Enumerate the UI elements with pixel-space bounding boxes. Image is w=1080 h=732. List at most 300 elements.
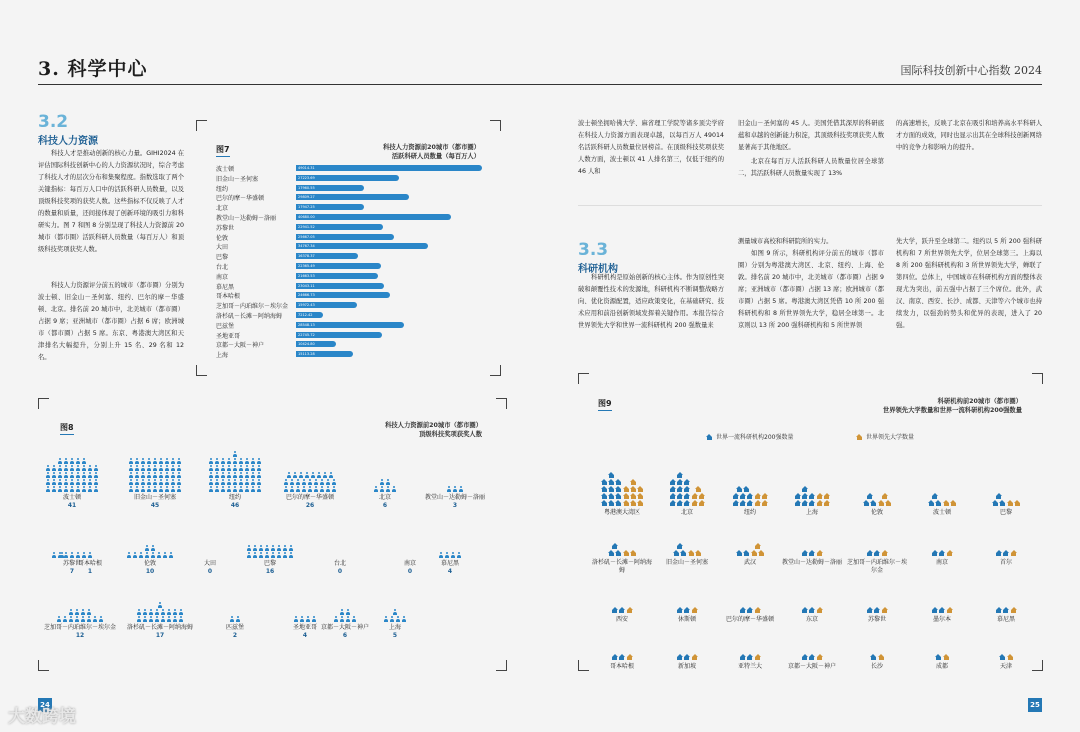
person-icon xyxy=(245,479,250,485)
frame-corner xyxy=(496,660,507,671)
person-icon xyxy=(153,472,158,478)
university-icon xyxy=(755,654,761,660)
institution-icon xyxy=(802,500,808,506)
bar-label: 巴黎 xyxy=(216,254,229,262)
figure-title xyxy=(300,143,480,161)
icon-row xyxy=(692,607,698,613)
person-icon xyxy=(169,552,174,558)
person-icon xyxy=(129,465,134,471)
person-icon xyxy=(352,616,357,622)
frame-corner xyxy=(38,660,49,671)
section-paragraph: 科技人力资源评分前五的城市（都市圈）分别为波士顿、旧金山－圣何塞、纽约、巴尔的摩－华盛顿、北京。排名前 20 城市中，北美城市（都市圈）占据 9 席；亚洲城市（都市圈）占据 6 席；欧洲城市（都市圈）占据 5 席。东京、粤港澳大湾区和天津排名大幅提升，分别上升 15 名、29 名和 12 名。 xyxy=(38,282,184,361)
person-icon xyxy=(257,465,262,471)
bar xyxy=(296,185,364,191)
person-icon xyxy=(69,609,74,615)
people-icon-group xyxy=(246,518,294,558)
person-icon xyxy=(159,458,164,464)
section-paragraph: 科技人才是推动创新的核心力量。GIHI2024 在评估国际科技创新中心的人力资源状况时，综合考虑了科技人才的层次分布和集聚程度。指数选取了两个关键指标：每百万人口中的活跃科研人员数量，以及顶级科技奖项的获奖人数。这些指标不仅反映了人才的数量和质量，还间接体现了创新环境的吸引力和科研实力。图 7 和图 8 分别呈现了科技人力资源前 20 城市（都市圈）活跃科研人员数量（每百万人）和顶级科技奖项获奖人数。 xyxy=(38,150,184,253)
city-label xyxy=(195,624,275,640)
icon-row xyxy=(751,550,764,556)
city-label xyxy=(355,624,435,640)
section-paragraph: 测量城市高校和科研院所的实力。 xyxy=(738,238,833,245)
frame-corner xyxy=(196,365,207,376)
icon-row xyxy=(601,479,621,485)
icon-stack xyxy=(992,492,1005,506)
building-icon-group xyxy=(598,510,646,556)
person-icon xyxy=(215,465,220,471)
bar-label: 北京 xyxy=(216,205,229,213)
bar-value-label: 28548.13 xyxy=(298,322,315,327)
person-icon xyxy=(215,458,220,464)
person-icon xyxy=(52,479,57,485)
person-icon xyxy=(46,486,51,492)
person-icon xyxy=(233,486,238,492)
figure-title-line: 世界领先大学数量和世界一流科研机构200强数量 xyxy=(882,407,1022,414)
icon-stack xyxy=(688,549,701,556)
city-label: 武汉 xyxy=(743,559,756,566)
icon-stack xyxy=(623,478,643,506)
building-icon-group xyxy=(788,510,836,556)
city-label xyxy=(115,494,195,510)
person-icon xyxy=(239,458,244,464)
icon-row xyxy=(612,543,618,549)
person-icon xyxy=(329,472,334,478)
bar-value-label: 10424.80 xyxy=(298,342,315,347)
figure-label-underline xyxy=(216,156,230,157)
institution-icon xyxy=(747,607,753,613)
figure-title xyxy=(300,421,482,439)
city-name: 芝加哥－内珀维尔－埃尔金 xyxy=(43,624,116,631)
person-icon xyxy=(159,479,164,485)
person-icon xyxy=(439,552,444,558)
icon-row xyxy=(670,486,690,492)
person-icon xyxy=(257,472,262,478)
person-icon xyxy=(277,545,282,551)
person-icon xyxy=(147,458,152,464)
person-icon xyxy=(308,479,313,485)
person-icon xyxy=(346,616,351,622)
figure-title-line: 顶级科技奖项获奖人数 xyxy=(419,431,482,438)
icon-row xyxy=(692,654,698,660)
bar xyxy=(296,234,394,240)
figure-label: 图8 xyxy=(60,423,74,432)
icon-stack xyxy=(817,653,823,660)
person-icon xyxy=(317,472,322,478)
section-title: 科技人力资源 xyxy=(38,136,98,147)
bar-label: 圣地亚哥 xyxy=(216,332,241,340)
icon-row xyxy=(736,486,749,492)
city-name: 大田 xyxy=(203,560,216,567)
bar-label: 巴尔的摩－华盛顿 xyxy=(216,195,265,203)
icon-row xyxy=(932,493,938,499)
icon-row xyxy=(755,654,761,660)
city-name: 台北 xyxy=(333,560,346,567)
icon-row xyxy=(736,550,749,556)
institution-icon xyxy=(992,500,998,506)
bar-value-label: 27223.69 xyxy=(298,175,315,180)
icon-stack xyxy=(863,492,876,506)
icon-row xyxy=(882,493,888,499)
person-icon xyxy=(221,479,226,485)
person-icon xyxy=(76,479,81,485)
city-name: 上海 xyxy=(388,624,401,631)
person-icon xyxy=(245,486,250,492)
university-icon xyxy=(878,500,884,506)
icon-stack xyxy=(755,606,761,613)
icon-row xyxy=(932,607,945,613)
section-number: 3.3 xyxy=(578,240,609,260)
legend-item xyxy=(706,432,793,441)
icon-row xyxy=(623,493,643,499)
person-icon xyxy=(129,472,134,478)
city-name: 京都－大阪－神户 xyxy=(320,624,369,631)
bar xyxy=(296,273,378,279)
person-icon xyxy=(135,479,140,485)
person-icon xyxy=(88,486,93,492)
person-icon xyxy=(253,545,258,551)
icon-row xyxy=(755,500,768,506)
bar-label: 纽约 xyxy=(216,185,229,193)
person-icon xyxy=(171,465,176,471)
institution-icon xyxy=(615,493,621,499)
university-icon xyxy=(1007,500,1013,506)
institution-icon xyxy=(670,486,676,492)
person-icon xyxy=(139,552,144,558)
legend-label: 世界一流科研机构200强数量 xyxy=(716,434,794,441)
icon-stack xyxy=(1011,549,1017,556)
city-name: 伦敦 xyxy=(143,560,156,567)
icon-row xyxy=(996,550,1009,556)
city-value: 0 xyxy=(337,568,343,575)
person-icon xyxy=(209,458,214,464)
person-icon xyxy=(129,486,134,492)
page-number: 25 xyxy=(1028,698,1042,712)
building-icon-group xyxy=(726,460,774,506)
person-icon xyxy=(167,616,172,622)
institution-icon xyxy=(677,486,683,492)
icon-row xyxy=(795,500,815,506)
bar xyxy=(296,214,451,220)
person-icon xyxy=(58,465,63,471)
person-icon xyxy=(46,465,51,471)
icon-stack xyxy=(623,549,636,556)
people-icon-group xyxy=(333,582,357,622)
institution-icon xyxy=(999,654,1005,660)
figure-title-line: 科技人力资源前20城市（都市圈） xyxy=(383,144,480,151)
icon-stack xyxy=(1007,499,1020,506)
person-icon xyxy=(380,479,385,485)
person-icon xyxy=(52,472,57,478)
frame-corner xyxy=(496,398,507,409)
people-icon-group xyxy=(283,452,337,492)
person-icon xyxy=(82,552,87,558)
icon-row xyxy=(802,607,815,613)
icon-stack xyxy=(996,549,1009,556)
icon-row xyxy=(677,472,683,478)
person-icon xyxy=(215,486,220,492)
icon-stack xyxy=(673,542,686,556)
city-label: 旧金山－圣何塞 xyxy=(665,559,708,566)
university-icon xyxy=(630,486,636,492)
institution-icon xyxy=(677,543,683,549)
university-icon xyxy=(755,543,761,549)
icon-row xyxy=(692,500,705,506)
institution-icon xyxy=(802,486,808,492)
icon-row xyxy=(755,493,768,499)
bar-value-label: 40680.00 xyxy=(298,215,315,219)
icon-stack xyxy=(935,653,941,660)
people-icon-group xyxy=(443,452,467,492)
person-icon xyxy=(141,458,146,464)
city-label: 巴黎 xyxy=(999,509,1012,516)
section-paragraph: 如图 9 所示，科研机构评分前五的城市（都市圈）分别为粤港澳大湾区、北京、纽约、上海、伦敦。排名前 20 城市中，北美城市（都市圈）占据 9 席；亚洲城市（都市圈）占据 13 席；欧洲城市（都市圈）占据 5 席。粤港澳大湾区凭借 10 所 200 强科研机构和 8 所世界领先大学，稳居全球第一。北京则以 13 所 200 强科研机构和 5 所世界领 xyxy=(738,250,884,329)
person-icon xyxy=(283,545,288,551)
institution-icon xyxy=(677,654,683,660)
institution-icon xyxy=(615,550,621,556)
building-icon-group xyxy=(853,460,901,506)
city-name: 旧金山－圣何塞 xyxy=(133,494,176,501)
icon-stack xyxy=(999,653,1005,660)
city-value: 7 xyxy=(69,568,75,575)
person-icon xyxy=(94,486,99,492)
person-icon xyxy=(290,486,295,492)
people-icon-group xyxy=(223,582,247,622)
icon-row xyxy=(623,500,643,506)
city-label: 成都 xyxy=(935,663,948,670)
person-icon xyxy=(215,472,220,478)
icon-stack xyxy=(802,549,815,556)
icon-row xyxy=(867,550,880,556)
university-icon xyxy=(695,550,701,556)
person-icon xyxy=(155,609,160,615)
university-icon xyxy=(817,654,823,660)
bar xyxy=(296,224,383,230)
legend-item xyxy=(856,432,914,441)
person-icon xyxy=(209,479,214,485)
icon-row xyxy=(817,654,823,660)
institution-icon xyxy=(736,486,742,492)
icon-stack xyxy=(740,653,753,660)
building-icon-group xyxy=(663,567,711,613)
person-icon xyxy=(165,479,170,485)
city-label: 首尔 xyxy=(999,559,1012,566)
person-icon xyxy=(233,458,238,464)
institution-icon xyxy=(932,607,938,613)
icon-row xyxy=(673,550,686,556)
bar xyxy=(296,165,482,171)
city-label xyxy=(410,560,490,576)
right-paragraph: 波士顿坐拥哈佛大学、麻省理工学院等诸多顶尖学府在科技人力资源方面表现卓越，以每百万人 49014 名活跃科研人员数量位居榜首。在顶级科技奖项获奖人数方面，波士顿以 41 人排名第三，仅低于纽约的 46 人和 xyxy=(578,120,724,175)
figure-label: 图7 xyxy=(216,145,230,154)
institution-icon xyxy=(612,543,618,549)
icon-row xyxy=(795,493,815,499)
icon-row xyxy=(608,472,614,478)
person-icon xyxy=(390,616,395,622)
building-icon-group xyxy=(788,460,836,506)
icon-row xyxy=(996,607,1009,613)
university-icon xyxy=(623,550,629,556)
institution-icon xyxy=(608,479,614,485)
person-icon xyxy=(151,545,156,551)
icon-row xyxy=(1007,654,1013,660)
university-icon xyxy=(882,550,888,556)
person-icon xyxy=(253,552,258,558)
person-icon xyxy=(233,472,238,478)
city-label xyxy=(345,494,425,510)
icon-row xyxy=(867,493,873,499)
person-icon xyxy=(171,486,176,492)
city-value: 1 xyxy=(87,568,93,575)
person-icon xyxy=(209,472,214,478)
icon-stack xyxy=(867,549,880,556)
person-icon xyxy=(133,552,138,558)
institution-icon xyxy=(802,550,808,556)
institution-icon xyxy=(935,654,941,660)
university-icon xyxy=(817,500,823,506)
bar xyxy=(296,253,358,259)
institution-icon xyxy=(684,500,690,506)
university-icon xyxy=(943,654,949,660)
city-label: 长沙 xyxy=(870,663,883,670)
icon-row xyxy=(999,654,1005,660)
university-icon xyxy=(817,493,823,499)
institution-icon xyxy=(795,500,801,506)
icon-row xyxy=(733,493,753,499)
person-icon xyxy=(251,479,256,485)
figure-title xyxy=(820,397,1022,415)
bar-value-label: 7212.42 xyxy=(298,313,313,317)
person-icon xyxy=(326,486,331,492)
icon-row xyxy=(802,550,815,556)
header-divider xyxy=(38,84,1042,85)
person-icon xyxy=(314,486,319,492)
person-icon xyxy=(60,552,65,558)
person-icon xyxy=(147,486,152,492)
institution-icon xyxy=(928,500,934,506)
institution-icon xyxy=(601,479,607,485)
person-icon xyxy=(374,486,379,492)
institution-icon xyxy=(684,493,690,499)
institution-icon xyxy=(619,654,625,660)
person-icon xyxy=(88,472,93,478)
person-icon xyxy=(302,486,307,492)
city-label: 休斯顿 xyxy=(677,616,696,623)
person-icon xyxy=(153,458,158,464)
institution-icon xyxy=(612,607,618,613)
university-icon xyxy=(630,479,636,485)
university-icon xyxy=(627,607,633,613)
city-label: 哥本哈根 xyxy=(609,663,634,670)
institution-icon xyxy=(608,486,614,492)
city-value: 41 xyxy=(67,502,77,509)
institution-icon xyxy=(677,472,683,478)
city-value: 2 xyxy=(232,632,238,639)
person-icon xyxy=(145,552,150,558)
bar-label: 旧金山－圣何塞 xyxy=(216,175,259,183)
university-icon xyxy=(695,486,701,492)
person-icon xyxy=(239,479,244,485)
bar-value-label: 22365.49 xyxy=(298,264,315,268)
building-icon-group xyxy=(853,614,901,660)
icon-stack xyxy=(612,606,625,613)
person-icon xyxy=(177,458,182,464)
university-icon xyxy=(627,654,633,660)
person-icon xyxy=(159,472,164,478)
person-icon xyxy=(76,472,81,478)
person-icon xyxy=(314,479,319,485)
bar xyxy=(296,194,409,200)
institution-icon xyxy=(809,654,815,660)
person-icon xyxy=(396,616,401,622)
person-icon xyxy=(247,545,252,551)
person-icon xyxy=(127,552,132,558)
institution-icon xyxy=(740,493,746,499)
city-label: 墨尔本 xyxy=(932,616,951,623)
institution-icon xyxy=(615,486,621,492)
person-icon xyxy=(64,458,69,464)
icon-row xyxy=(755,543,761,549)
city-label: 洛杉矶－长滩－阿纳海姆 xyxy=(591,559,652,574)
icon-stack xyxy=(870,653,876,660)
person-icon xyxy=(165,472,170,478)
city-label: 巴尔的摩－华盛顿 xyxy=(725,616,774,623)
institution-icon xyxy=(677,500,683,506)
city-label xyxy=(40,624,120,640)
icon-stack xyxy=(943,499,956,506)
icon-stack xyxy=(677,606,690,613)
icon-row xyxy=(692,493,705,499)
people-icon-group xyxy=(398,518,422,558)
icon-row xyxy=(802,654,815,660)
institution-icon xyxy=(608,472,614,478)
university-icon xyxy=(947,550,953,556)
city-label: 亚特兰大 xyxy=(737,663,762,670)
bar-label: 慕尼黑 xyxy=(216,283,235,291)
city-name: 波士顿 xyxy=(62,494,81,501)
building-icon-group xyxy=(918,510,966,556)
city-name: 北京 xyxy=(378,494,391,501)
university-icon xyxy=(943,500,949,506)
institution-icon xyxy=(932,493,938,499)
person-icon xyxy=(386,486,391,492)
people-icon-group xyxy=(50,518,74,558)
icon-row xyxy=(928,500,941,506)
people-icon-group xyxy=(126,518,174,558)
icon-row xyxy=(870,654,876,660)
person-icon xyxy=(129,458,134,464)
people-icon-group xyxy=(293,582,317,622)
person-icon xyxy=(161,609,166,615)
people-icon-group xyxy=(438,518,462,558)
person-icon xyxy=(239,486,244,492)
building-icon-group xyxy=(982,614,1030,660)
person-icon xyxy=(87,616,92,622)
icon-stack xyxy=(817,549,823,556)
person-icon xyxy=(87,609,92,615)
institution-icon xyxy=(874,550,880,556)
institution-icon xyxy=(677,607,683,613)
icon-row xyxy=(947,550,953,556)
institution-icon xyxy=(736,550,742,556)
city-label: 伦敦 xyxy=(870,509,883,516)
institution-icon xyxy=(1003,550,1009,556)
section-divider xyxy=(578,205,1042,206)
bar-value-label: 15113.28 xyxy=(298,352,315,357)
institution-icon xyxy=(733,493,739,499)
person-icon xyxy=(209,486,214,492)
city-value: 45 xyxy=(150,502,160,509)
person-icon xyxy=(76,458,81,464)
